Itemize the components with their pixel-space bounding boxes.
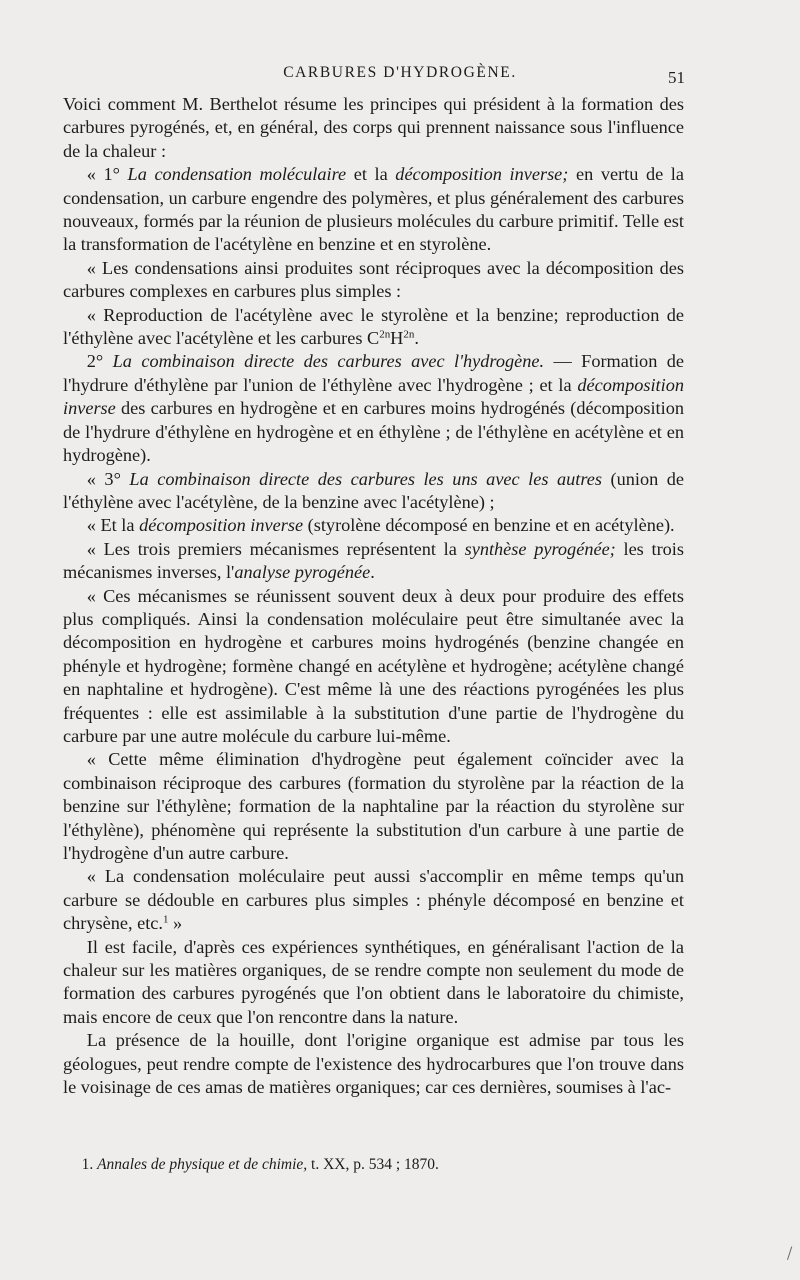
paragraph [63, 350, 684, 467]
text-span: et la [346, 164, 396, 185]
superscript: 2n [379, 328, 391, 341]
italic-span: analyse pyrogénée [234, 562, 371, 583]
margin-mark [787, 1246, 797, 1261]
body-text [63, 93, 684, 1099]
text-span: (styrolène décomposé en benzine et en acétylène). [303, 515, 675, 536]
text-span: t. XX, p. 534 ; 1870. [307, 1156, 439, 1173]
paragraph [63, 163, 684, 257]
text-span: (union de l'éthylène avec l'acétylène, de la benzine avec l'acétylène) ; [63, 468, 685, 512]
text-span: Il est facile, d'après ces expériences synthétiques, en généralisant l'action de la chaleur sur les matières organiques, de se rendre compte non seulement du mode de formation des carbures pyrogénés que l'on obtient dans le laboratoire du chimiste, mais encore de ceux que l'on rencontre dans la nature. [63, 936, 684, 1027]
paragraph [63, 585, 684, 749]
text-span: . [414, 328, 419, 349]
text-span: H [390, 328, 404, 349]
italic-span: Annales de physique et de chimie, [97, 1156, 308, 1173]
text-span: 1. [81, 1156, 98, 1173]
italic-span: synthèse pyrogénée; [464, 538, 616, 559]
italic-span: décomposition inverse [139, 515, 304, 536]
text-span: « Ces mécanismes se réunissent souvent deux à deux pour produire des effets plus compliqués. Ainsi la condensation moléculaire peut être simultanée avec la décomposition en hydrogène et carbures moins hydrogénés (benzine changée en phényle et hydrogène; formène changé en acétylène et hydrogène; acétylène changé en naphtaline et hydrogène). C'est même là une des réactions pyrogénées les plus fréquentes : elle est assimilable à la substitution d'une partie de l'hydrogène du carbure par une autre molécule du carbure lui-même. [63, 585, 684, 746]
text-span: 2° [86, 351, 113, 372]
text-span: — Formation de l'hydrure d'éthylène par l'union de l'éthylène avec l'hydrogène ; et la [63, 351, 684, 395]
paragraph [63, 468, 684, 515]
text-span: « 3° [86, 468, 130, 489]
text-span: « Les condensations ainsi produites sont réciproques avec la décomposition des carbures complexes en carbures plus simples : [63, 257, 684, 302]
text-span: « Cette même élimination d'hydrogène peut également coïncider avec la combinaison réciproque des carbures (formation du styrolène par la réaction de la benzine sur l'éthylène; formation de la naphtaline par la réaction du styrolène sur l'éthylène), phénomène qui représente la substitution d'un carbure à une partie de l'hydrogène d'un autre carbure. [63, 749, 684, 863]
text-span: « Et la [86, 515, 140, 536]
paragraph [63, 257, 684, 304]
text-span: La présence de la houille, dont l'origine organique est admise par tous les géologues, peut rendre compte de l'existence des hydrocarbures que l'on trouve dans le voisinage de ces amas de matières organiques; car ces dernières, soumises à l'ac- [63, 1030, 684, 1098]
paragraph [63, 538, 684, 585]
footnote [63, 1155, 684, 1175]
paragraph [63, 936, 684, 1030]
text-span: des carbures en hydrogène et en carbures moins hydrogénés (décomposition de l'hydrure d'éthylène en hydrogène et en éthylène ; de l'éthylène en acétylène et en hydrogène). [63, 398, 684, 466]
text-span: « La condensation moléculaire peut aussi s'accomplir en même temps qu'un carbure se dédouble en carbures plus simples : phényle décomposé en benzine et chrysène, etc. [63, 866, 684, 934]
paragraph [63, 304, 684, 351]
paragraph [63, 514, 684, 537]
italic-span: La condensation moléculaire [127, 164, 347, 185]
text-span: Voici comment M. Berthelot résume les principes qui président à la formation des carbures pyrogénés, et, en général, des corps qui prennent naissance sous l'influence de la chaleur : [63, 94, 684, 161]
text-span: en vertu de la condensation, un carbure engendre des polymères, et plus généralement des carbures nouveaux, formés par la réunion de plusieurs molécules du carbure primitif. Telle est la transformation de l'acétylène en benzine et en styrolène. [63, 164, 684, 255]
text-span: les trois mécanismes inverses, l' [63, 538, 685, 583]
superscript: 2n [403, 328, 415, 341]
paragraph [63, 865, 684, 935]
italic-span: La combinaison directe des carbures avec l'hydrogène. [112, 351, 545, 372]
page-number: 51 [668, 68, 685, 87]
italic-span: décomposition inverse; [395, 164, 569, 185]
text-span: « Reproduction de l'acétylène avec le styrolène et la benzine; reproduction de l'éthylène avec l'acétylène et les carbures C [63, 304, 684, 349]
paragraph [63, 93, 684, 163]
text-span: « Les trois premiers mécanismes représentent la [86, 538, 465, 559]
text-span: . [370, 562, 375, 583]
paragraph [63, 748, 684, 865]
paragraph [63, 1029, 684, 1099]
running-title: CARBURES D'HYDROGÈNE. [283, 64, 517, 81]
page-header [0, 64, 800, 88]
text-span: » [168, 913, 183, 934]
superscript: 1 [163, 913, 169, 926]
italic-span: La combinaison directe des carbures les uns avec les autres [129, 468, 603, 489]
text-span: « 1° [86, 164, 128, 185]
italic-span: décomposition inverse [63, 374, 684, 419]
